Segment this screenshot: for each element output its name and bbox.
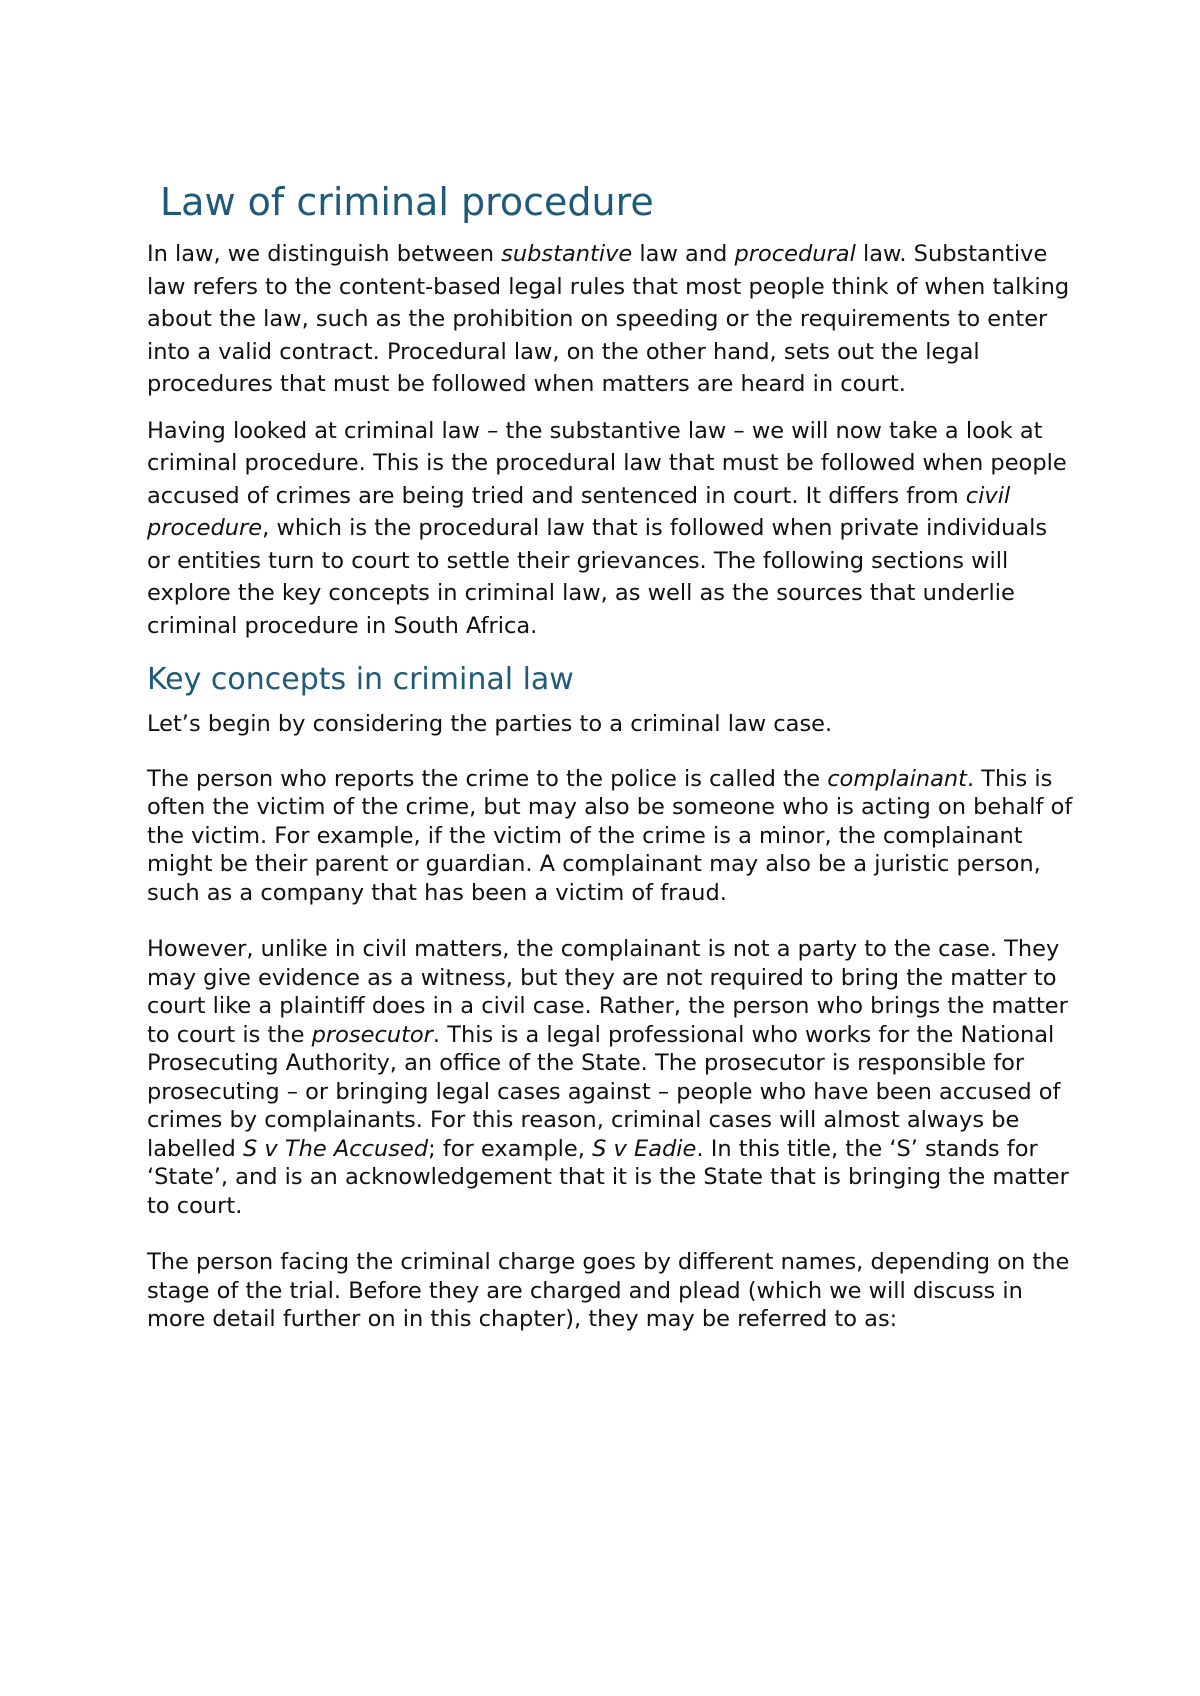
italic-term: S v Eadie xyxy=(592,1135,697,1162)
text-run: law. Substantive law refers to the content-based legal rules that most people think of when talking about the law, such as the prohibition on speeding or the requirements to enter into a valid contract. Procedural law, on the other hand, sets out the legal procedures that must be followed when matters are heard in court. xyxy=(147,241,1070,397)
text-run: , which is the procedural law that is followed when private individuals or entities turn to court to settle their grievances. The following sections will explore the key concepts in criminal law, as well as the sources that underlie criminal procedure in South Africa. xyxy=(147,515,1048,639)
text-run: The person who reports the crime to the police is called the xyxy=(147,765,828,792)
paragraph-complainant xyxy=(147,765,1077,908)
text-run: law and xyxy=(632,241,735,267)
document-title: Law of criminal procedure xyxy=(160,180,654,224)
document-page xyxy=(147,180,1077,1362)
text-run: . This is often the victim of the crime, but may also be someone who is acting on behalf of the victim. For example, if the victim of the crime is a minor, the complainant might be their parent or guardian. A complainant may also be a juristic person, such as a company that has been a victim of fraud. xyxy=(147,765,1073,906)
italic-term: complainant xyxy=(827,765,967,792)
key-concepts-section xyxy=(147,708,1077,1334)
italic-term: procedural xyxy=(734,241,856,267)
italic-term: prosecutor xyxy=(311,1021,433,1048)
text-run: However, unlike in civil matters, the complainant is not a party to the case. They may give evidence as a witness, but they are not required to bring the matter to court like a plaintiff does in a civil case. Rather, the person who brings the matter to court is the xyxy=(147,936,1068,1048)
italic-term: substantive xyxy=(501,241,633,267)
text-run: Having looked at criminal law – the substantive law – we will now take a look at criminal procedure. This is the procedural law that must be followed when people accused of crimes are being tried and sentenced in court. It differs from xyxy=(147,417,1067,509)
paragraph-intro-1 xyxy=(147,238,1077,401)
italic-term: S v The Accused xyxy=(242,1135,429,1162)
text-run: ; for example, xyxy=(428,1135,593,1162)
intro-section xyxy=(147,238,1077,642)
section-heading: Key concepts in criminal law xyxy=(147,662,574,697)
paragraph-prosecutor xyxy=(147,935,1077,1220)
paragraph-parties xyxy=(147,708,1077,741)
text-run: Let’s begin by considering the parties to a criminal law case. xyxy=(147,711,833,737)
text-run: In law, we distinguish between xyxy=(147,241,502,267)
paragraph-intro-2 xyxy=(147,415,1077,643)
text-run: The person facing the criminal charge goes by different names, depending on the stage of the trial. Before they are charged and plead (which we will discuss in more detail further on in this chapter), they may be referred to as: xyxy=(147,1249,1070,1332)
text-run: . This is a legal professional who works for the National Prosecuting Authority, an office of the State. The prosecutor is responsible for prosecuting – or bringing legal cases against – people who have been accused of crimes by complainants. For this reason, criminal cases will almost always be labelled xyxy=(147,1021,1061,1162)
italic-term: civil procedure xyxy=(147,482,1011,541)
text-run: . In this title, the ‘S’ stands for ‘State’, and is an acknowledgement that it is the State that is bringing the matter to court. xyxy=(147,1135,1069,1219)
paragraph-accused xyxy=(147,1248,1077,1334)
